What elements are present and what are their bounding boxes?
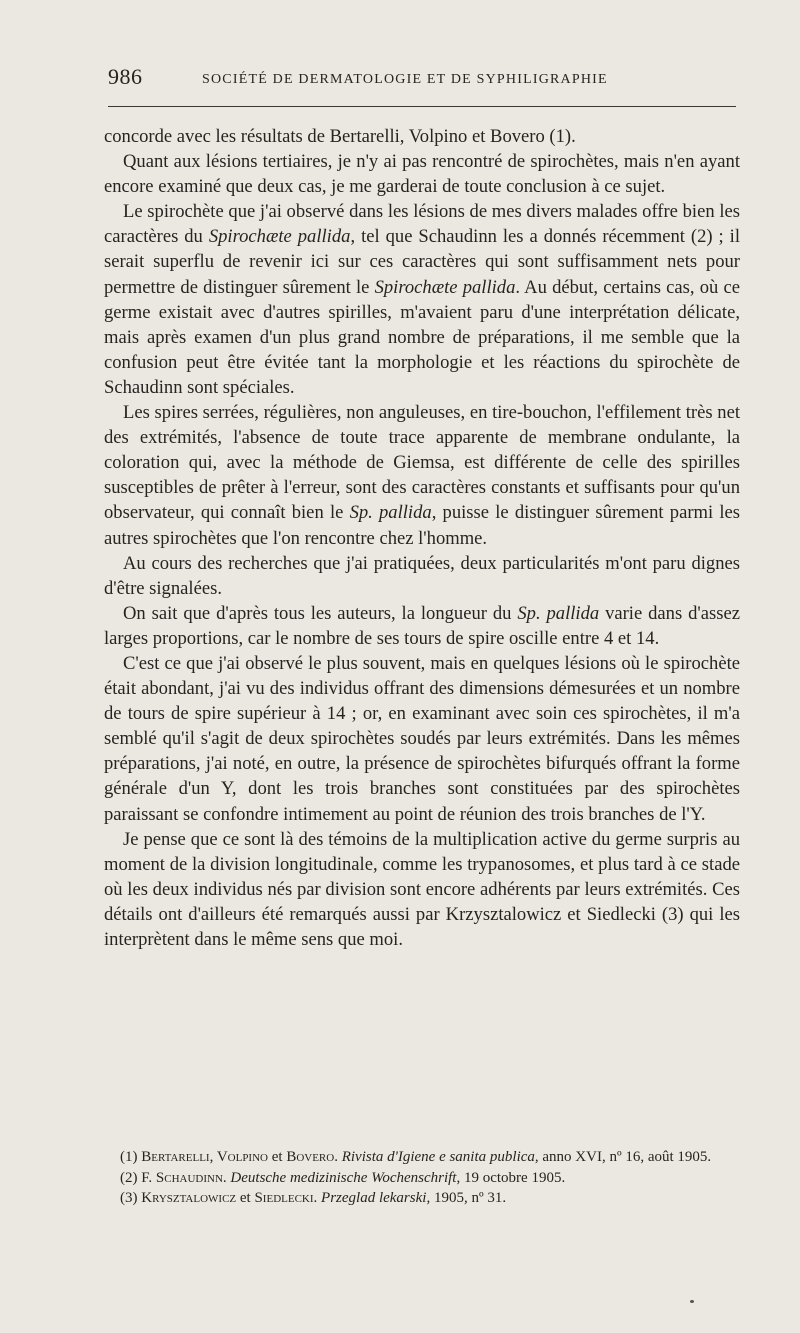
footnote-1-sep: . [334,1149,342,1165]
footnote-3-et: et [236,1190,255,1206]
paragraph-5: Au cours des recherches que j'ai pratiquées, deux particularités m'ont paru dignes d'être signalées. [104,552,740,599]
footnote-3-journal: Przeglad lekarski [321,1190,427,1206]
species-name-italic: Sp. pallida [517,602,600,624]
page-header [108,60,740,100]
page-number: 986 [108,64,143,89]
paragraph-4-text-a: Les spires serrées, régulières, non anguleuses, en tire-bouchon, l'effilement très net des extrémités, l'absence de toute trace apparente de membrane ondulante, la coloration qui, avec la méthode de Giemsa, est différente de celle des spirilles susceptibles de prêter à l'erreur, sont des caractères constants et suffisants pour qu'un observateur, qui connaît bien le [104,402,740,524]
footnote-1-authors: Bertarelli, Volpino [141,1149,268,1165]
footnote-2-number: (2) F. [120,1169,156,1186]
footnote-2-journal: Deutsche medizinische Wochenschrift [230,1169,457,1186]
paragraph-4 [104,400,740,551]
species-name-italic: Spirochæte pallida [208,226,351,248]
footnote-1-number: (1) [120,1149,142,1165]
footnote-3 [104,1188,740,1209]
footnote-3-rest: , 1905, nº 31. [426,1190,507,1206]
footnote-1-journal: Rivista d'Igiene e sanita publica [341,1149,535,1165]
footnote-3-author-2: Siedlecki [254,1190,314,1206]
running-title: SOCIÉTÉ DE DERMATOLOGIE ET DE SYPHILIGRAPHIE [202,72,608,87]
footnote-3-number: (3) [120,1190,142,1206]
ink-speck [690,1300,694,1303]
paragraph-1: concorde avec les résultats de Bertarelli, Volpino et Bovero (1). [104,126,576,147]
paragraph-4-text-c: , puisse le distinguer sûrement parmi les autres spirochètes que l'on rencontre chez l'homme. [104,502,741,549]
paragraph-6-text-a: On sait que d'après tous les auteurs, la longueur du [123,602,518,624]
footnote-2-sep: . [222,1169,231,1186]
paragraph-3-text-c: , tel que Schaudinn les a donnés récemment (2) ; il serait superflu de revenir ici sur ces caractères qui sont suffisamment nets pour permettre de distinguer sûrement le [104,226,740,298]
footnotes [104,1147,740,1209]
footnote-1-author-2: Bovero [286,1149,335,1165]
paragraph-2: Quant aux lésions tertiaires, je n'y ai pas rencontré de spirochètes, mais n'en ayant encore examiné que deux cas, je me garderai de toute conclusion à ce sujet. [104,151,740,198]
paragraph-3-text-a: Le spirochète que j'ai observé dans les lésions de mes divers malades offre bien les caractères du [104,201,740,248]
paragraph-6-text-c: varie dans d'assez larges proportions, car le nombre de ses tours de spire oscille entre 4 et 14. [104,602,740,649]
body-text [104,124,740,952]
paragraph-7: C'est ce que j'ai observé le plus souvent, mais en quelques lésions où le spirochète était abondant, j'ai vu des individus offrant des dimensions démesurées et un nombre de tours de spire supérieur à 14 ; or, en examinant avec soin ces spirochètes, il m'a semblé qu'il s'agit de deux spirochètes soudés par leurs extrémités. Dans les mêmes préparations, j'ai noté, en outre, la présence de spirochètes bifurqués offrant la forme générale d'un Y, dont les trois branches sont constituées par des spirochètes paraissant se confondre intimement au point de réunion des trois branches de l'Y. [104,652,740,825]
footnote-2 [104,1168,740,1189]
paragraph-3-text-e: . Au début, certains cas, où ce germe existait avec d'autres spirilles, m'avaient paru d'une interprétation délicate, mais après examen d'un plus grand nombre de préparations, il me semble que la confusion peut être évitée tant la morphologie et les réactions du spirochète de Schaudinn sont spéciales. [104,276,740,398]
paragraph-6 [104,601,740,651]
species-name-italic: Spirochæte pallida [374,276,516,298]
footnote-2-author: Schaudinn [155,1169,223,1186]
paragraph-3 [104,199,740,400]
species-name-italic: Sp. pallida [349,502,432,524]
header-rule [108,106,736,107]
footnote-2-rest: , 19 octobre 1905. [456,1169,566,1186]
footnote-1-et: et [267,1149,287,1165]
footnote-3-author-1: Krysztalowicz [141,1190,237,1206]
footnote-3-sep: . [313,1190,322,1206]
paragraph-8: Je pense que ce sont là des témoins de la multiplication active du germe surpris au moment de la division longitudinale, comme les trypanosomes, et plus tard à ce stade où les deux individus nés par division sont encore adhérents par leurs extrémités. Ces détails ont d'ailleurs été remarqués aussi par Krzysztalowicz et Siedlecki (3) qui les interprètent dans le même sens que moi. [104,828,740,950]
footnote-1 [104,1147,740,1168]
footnote-1-rest: , anno XVI, nº 16, août 1905. [534,1149,712,1165]
